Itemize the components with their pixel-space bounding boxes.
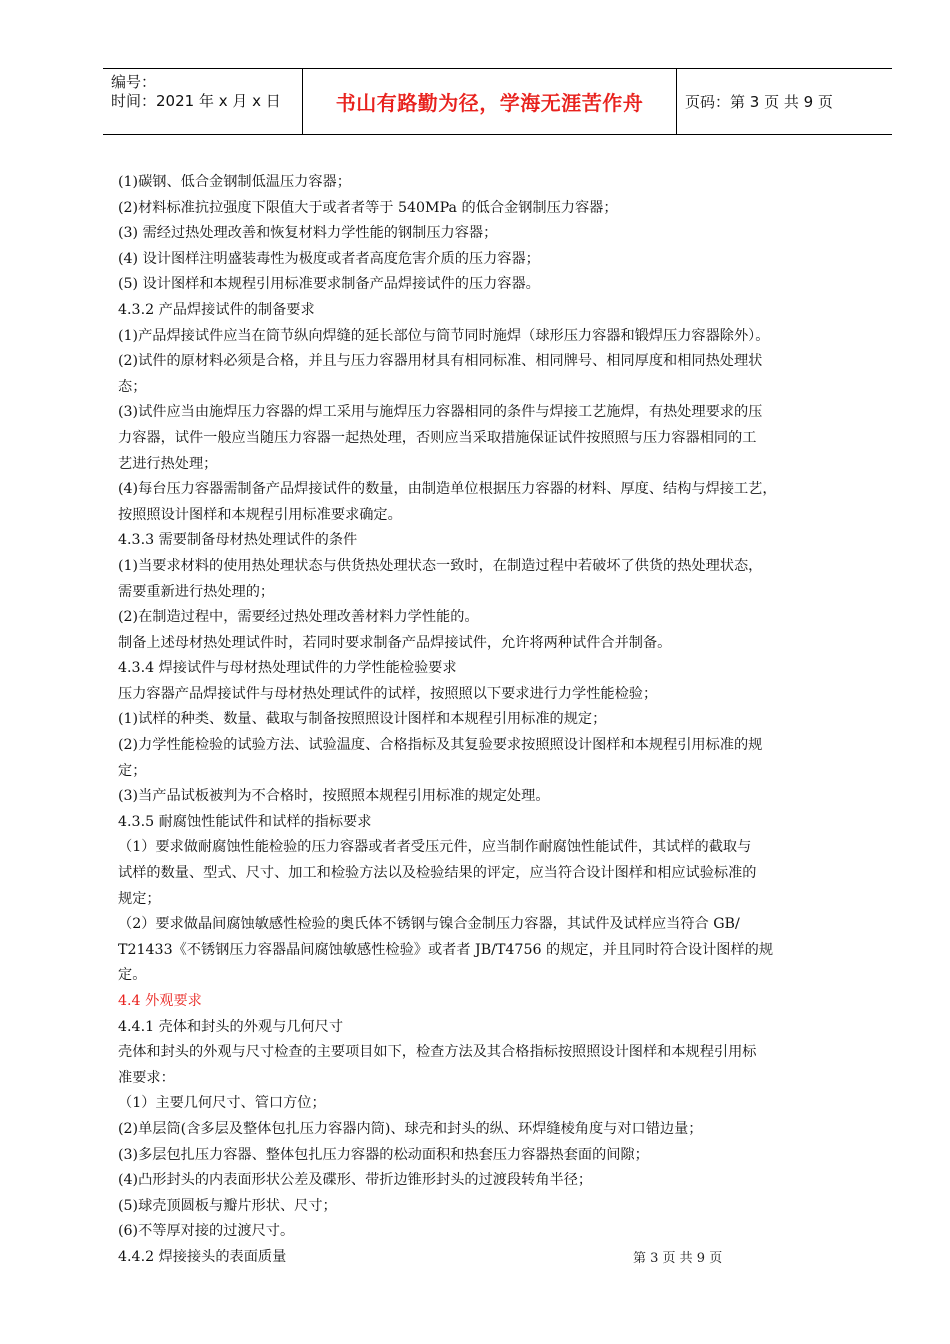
text-line: (4)每台压力容器需制备产品焊接试件的数量，由制造单位根据压力容器的材料、厚度、结构与焊接工艺， — [118, 481, 777, 498]
text-line: (3)多层包扎压力容器、整体包扎压力容器的松动面积和热套压力容器热套面的间隙； — [118, 1146, 649, 1163]
text-line: (1)当要求材料的使用热处理状态与供货热处理状态一致时，在制造过程中若破坏了供货的热处理状态， — [118, 557, 763, 574]
text-line: 4.4.2 焊接接头的表面质量 — [118, 1248, 287, 1265]
text-line: (1)碳钢、低合金钢制低温压力容器； — [118, 174, 351, 190]
text-line: （1）要求做耐腐蚀性能检验的压力容器或者者受压元件，应当制作耐腐蚀性能试件，其试样的截取与 — [118, 839, 752, 856]
text-line: 制备上述母材热处理试件时，若同时要求制备产品焊接试件，允许将两种试件合并制备。 — [118, 634, 672, 651]
text-line: (3) 需经过热处理改善和恢复材料力学性能的钢制压力容器； — [118, 225, 498, 242]
text-line: 需要重新进行热处理的； — [118, 583, 275, 600]
header-page-label: 页码：第 3 页 共 9 页 — [685, 93, 833, 111]
text-line: 态； — [118, 378, 147, 395]
text-line: (4)凸形封头的内表面形状公差及碟形、带折边锥形封头的过渡段转角半径； — [118, 1172, 593, 1189]
header-motto: 书山有路勤为径，学海无涯苦作舟 — [303, 69, 677, 134]
text-line: (5) 设计图样和本规程引用标准要求制备产品焊接试件的压力容器。 — [118, 276, 540, 293]
document-body — [118, 170, 878, 1271]
text-line: 定。 — [118, 967, 147, 984]
header-meta — [103, 69, 303, 134]
text-line: (2)单层筒(含多层及整体包扎压力容器内筒)、球壳和封头的纵、环焊缝棱角度与对口错边量； — [118, 1120, 703, 1137]
text-line: 艺进行热处理； — [118, 455, 218, 472]
text-line: (3)当产品试板被判为不合格时，按照照本规程引用标准的规定处理。 — [118, 788, 550, 805]
text-line: (2)力学性能检验的试验方法、试验温度、合格指标及其复验要求按照照设计图样和本规程引用标准的规 — [118, 737, 763, 754]
serial-label: 编号： — [111, 73, 157, 91]
text-line: 定； — [118, 762, 147, 779]
footer-page-number: 第 3 页 共 9 页 — [633, 1251, 723, 1266]
text-line: 4.4.1 壳体和封头的外观与几何尺寸 — [118, 1018, 344, 1035]
text-line: (3)试件应当由施焊压力容器的焊工采用与施焊压力容器相同的条件与焊接工艺施焊，有热处理要求的压 — [118, 404, 763, 421]
text-line: 力容器，试件一般应当随压力容器一起热处理，否则应当采取措施保证试件按照照与压力容器相同的工 — [118, 429, 757, 446]
text-line: (4) 设计图样注明盛装毒性为极度或者者高度危害介质的压力容器； — [118, 250, 540, 267]
text-line: (5)球壳顶圆板与瓣片形状、尺寸； — [118, 1197, 337, 1214]
time-label: 时间：2021 年 x 月 x 日 — [111, 92, 281, 110]
text-line: 4.3.5 耐腐蚀性能试件和试样的指标要求 — [118, 813, 372, 830]
text-line: (2)试件的原材料必须是合格，并且与压力容器用材具有相同标准、相同牌号、相同厚度和相同热处理状 — [118, 353, 763, 370]
text-line: 4.3.4 焊接试件与母材热处理试件的力学性能检验要求 — [118, 660, 457, 677]
text-line: (2)材料标准抗拉强度下限值大于或者者等于 540MPa 的低合金钢制压力容器； — [118, 199, 618, 216]
text-line: 准要求： — [118, 1069, 175, 1086]
text-line: 4.3.3 需要制备母材热处理试件的条件 — [118, 532, 358, 549]
text-line: 试样的数量、型式、尺寸、加工和检验方法以及检验结果的评定，应当符合设计图样和相应试验标准的 — [118, 865, 757, 882]
text-line: (1)试样的种类、数量、截取与制备按照照设计图样和本规程引用标准的规定； — [118, 711, 607, 728]
text-line: (2)在制造过程中，需要经过热处理改善材料力学性能的。 — [118, 609, 479, 626]
text-line: 压力容器产品焊接试件与母材热处理试件的试样，按照照以下要求进行力学性能检验； — [118, 685, 658, 702]
page-header — [103, 68, 892, 135]
text-line: (6)不等厚对接的过渡尺寸。 — [118, 1223, 295, 1240]
text-line: (1)产品焊接试件应当在筒节纵向焊缝的延长部位与筒节同时施焊（球形压力容器和锻焊压力容器除外）。 — [118, 327, 770, 344]
text-line: （1）主要几何尺寸、管口方位； — [118, 1095, 326, 1112]
text-line: （2）要求做晶间腐蚀敏感性检验的奥氏体不锈钢与镍合金制压力容器，其试件及试样应当符合 GB/ — [118, 916, 740, 933]
text-line: T21433《不锈钢压力容器晶间腐蚀敏感性检验》或者者 JB/T4756 的规定，并且同时符合设计图样的规 — [118, 941, 774, 958]
text-line: 按照照设计图样和本规程引用标准要求确定。 — [118, 506, 402, 523]
text-line: 规定； — [118, 890, 161, 907]
text-line: 4.3.2 产品焊接试件的制备要求 — [118, 301, 315, 318]
section-heading: 4.4 外观要求 — [118, 993, 202, 1009]
text-line: 壳体和封头的外观与尺寸检查的主要项目如下，检查方法及其合格指标按照照设计图样和本规程引用标 — [118, 1044, 757, 1061]
